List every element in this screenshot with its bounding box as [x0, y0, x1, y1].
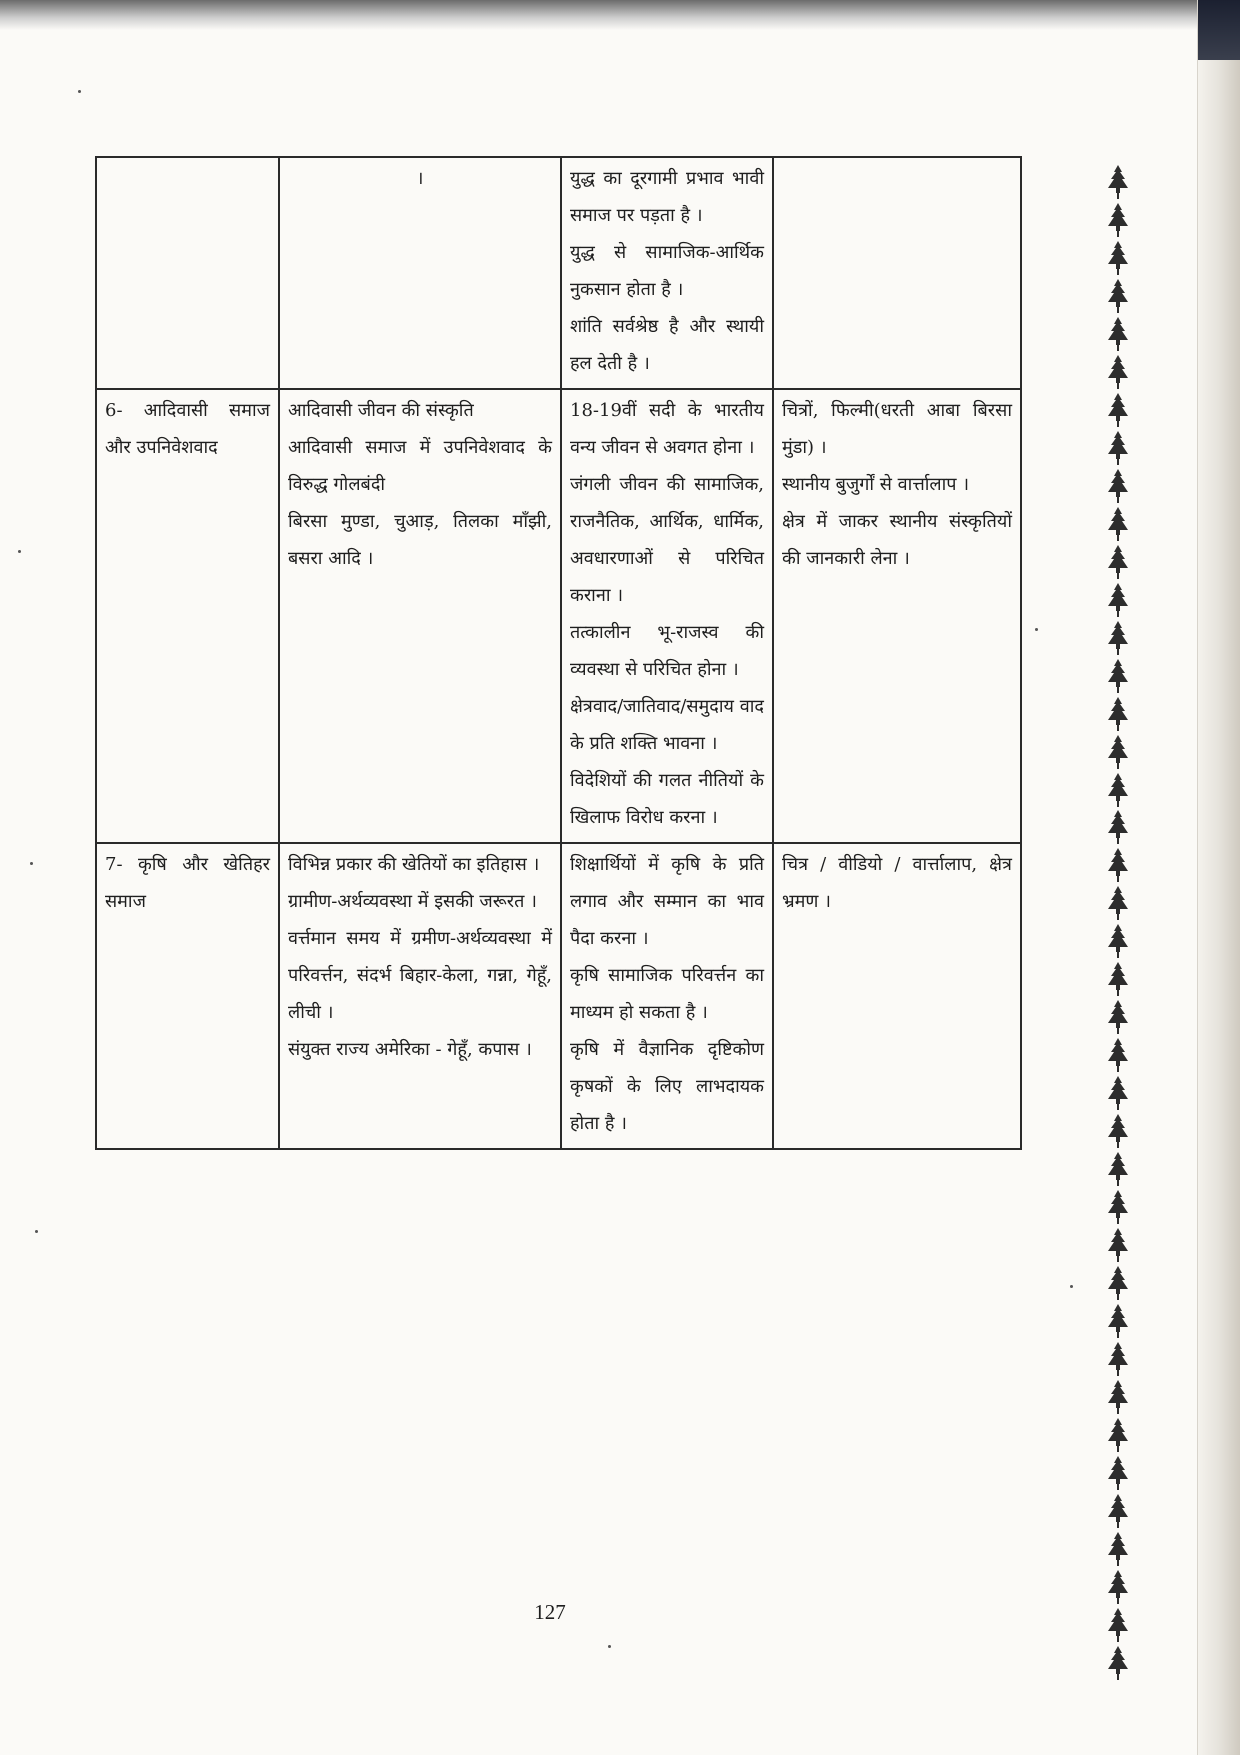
scan-speck — [30, 862, 33, 865]
content-cell — [279, 843, 561, 1149]
content-cell — [279, 157, 561, 389]
cell-line: युद्ध से सामाजिक-आर्थिक नुकसान होता है । — [570, 242, 764, 300]
cell-line: चित्र / वीडियो / वार्त्तालाप, क्षेत्र भ्रमण । — [782, 854, 1012, 912]
tree-icon — [1107, 1380, 1129, 1414]
tree-icon — [1107, 697, 1129, 731]
objectives-cell — [561, 389, 773, 843]
tree-icon — [1107, 1532, 1129, 1566]
cell-line: संयुक्त राज्य अमेरिका - गेहूँ, कपास । — [288, 1039, 532, 1060]
cell-line: क्षेत्रवाद/जातिवाद/समुदाय वाद के प्रति शक्ति भावना । — [570, 696, 764, 754]
tree-icon — [1107, 810, 1129, 844]
cell-line: विभिन्न प्रकार की खेतियों का इतिहास । — [288, 854, 540, 875]
cell-line: वर्त्तमान समय में ग्रमीण-अर्थव्यवस्था में परिवर्त्तन, संदर्भ बिहार-केला, गन्ना, गेहूँ, लीची । — [288, 928, 552, 1023]
tree-icon — [1107, 1494, 1129, 1528]
tree-icon — [1107, 583, 1129, 617]
tree-icon — [1107, 621, 1129, 655]
tree-icon — [1107, 1000, 1129, 1034]
cell-line: आदिवासी जीवन की संस्कृति — [288, 400, 474, 421]
tree-icon — [1107, 469, 1129, 503]
scan-speck — [35, 1230, 38, 1233]
tree-icon — [1107, 1456, 1129, 1490]
tree-icon — [1107, 924, 1129, 958]
cell-line: । — [416, 168, 424, 189]
cell-line: कृषि सामाजिक परिवर्त्तन का माध्यम हो सकता है । — [570, 965, 764, 1023]
scan-speck — [608, 1645, 611, 1648]
table-row — [96, 157, 1021, 389]
page-number: 127 — [534, 1600, 566, 1624]
tree-icon — [1107, 355, 1129, 389]
tree-icon — [1107, 1228, 1129, 1262]
cell-line: 18-19वीं सदी के भारतीय वन्य जीवन से अवगत होना । — [570, 400, 764, 458]
cell-line: विदेशियों की गलत नीतियों के खिलाफ विरोध करना । — [570, 770, 764, 828]
cell-line: कृषि में वैज्ञानिक दृष्टिकोण कृषकों के लिए लाभदायक होता है । — [570, 1039, 764, 1134]
tree-icon — [1107, 431, 1129, 465]
cell-line: 6- आदिवासी समाज और उपनिवेशवाद — [105, 400, 270, 458]
scan-speck — [78, 90, 81, 93]
scan-speck — [1070, 1285, 1073, 1288]
tree-icon — [1107, 1190, 1129, 1224]
scan-speck — [1035, 628, 1038, 631]
scan-speck — [18, 550, 21, 553]
objectives-cell — [561, 157, 773, 389]
table-row — [96, 389, 1021, 843]
topic-cell — [96, 389, 279, 843]
tree-icon — [1107, 1152, 1129, 1186]
tree-icon — [1107, 317, 1129, 351]
page-binding-edge — [1197, 0, 1240, 1755]
tree-icon — [1107, 848, 1129, 882]
tree-icon — [1107, 203, 1129, 237]
cell-line: तत्कालीन भू-राजस्व की व्यवस्था से परिचित होना । — [570, 622, 764, 680]
tree-icon — [1107, 241, 1129, 275]
cell-line: 7- कृषि और खेतिहर समाज — [105, 854, 270, 912]
cell-line: चित्रों, फिल्मी(धरती आबा बिरसा मुंडा) । — [782, 400, 1012, 458]
tree-icon — [1107, 1076, 1129, 1110]
cell-line: बिरसा मुण्डा, चुआड़, तिलका माँझी, बसरा आदि । — [288, 511, 552, 569]
topic-cell — [96, 157, 279, 389]
tree-icon — [1107, 1304, 1129, 1338]
cell-line: जंगली जीवन की सामाजिक, राजनैतिक, आर्थिक, धार्मिक, अवधारणाओं से परिचित कराना । — [570, 474, 764, 606]
cell-line: शिक्षार्थियों में कृषि के प्रति लगाव और सम्मान का भाव पैदा करना । — [570, 854, 764, 949]
tree-icon — [1107, 1114, 1129, 1148]
cell-line: ग्रामीण-अर्थव्यवस्था में इसकी जरूरत । — [288, 891, 537, 912]
tree-icon — [1107, 545, 1129, 579]
table-row — [96, 843, 1021, 1149]
tree-icon — [1107, 659, 1129, 693]
tree-icon — [1107, 1570, 1129, 1604]
table-body — [96, 157, 1021, 1149]
cell-line: शांति सर्वश्रेष्ठ है और स्थायी हल देती है । — [570, 316, 764, 374]
tree-icon — [1107, 962, 1129, 996]
tree-icon — [1107, 165, 1129, 199]
topic-cell — [96, 843, 279, 1149]
cell-line: आदिवासी समाज में उपनिवेशवाद के विरुद्ध गोलबंदी — [288, 437, 552, 495]
tree-icon — [1107, 1038, 1129, 1072]
decorative-tree-border — [1105, 165, 1131, 1680]
curriculum-table — [95, 156, 1022, 1150]
tree-icon — [1107, 773, 1129, 807]
objectives-cell — [561, 843, 773, 1149]
methods-cell — [773, 843, 1021, 1149]
tree-icon — [1107, 1418, 1129, 1452]
tree-icon — [1107, 735, 1129, 769]
tree-icon — [1107, 507, 1129, 541]
tree-icon — [1107, 279, 1129, 313]
tree-icon — [1107, 1266, 1129, 1300]
content-cell — [279, 389, 561, 843]
cell-line: क्षेत्र में जाकर स्थानीय संस्कृतियों की जानकारी लेना । — [782, 511, 1012, 569]
page-top-shadow — [0, 0, 1240, 30]
cell-line: स्थानीय बुजुर्गों से वार्त्तालाप । — [782, 474, 970, 495]
tree-icon — [1107, 1608, 1129, 1642]
methods-cell — [773, 389, 1021, 843]
methods-cell — [773, 157, 1021, 389]
tree-icon — [1107, 1342, 1129, 1376]
page-corner-shadow — [1198, 0, 1240, 60]
cell-line: युद्ध का दूरगामी प्रभाव भावी समाज पर पड़ता है । — [570, 168, 764, 226]
tree-icon — [1107, 393, 1129, 427]
tree-icon — [1107, 886, 1129, 920]
tree-icon — [1107, 1646, 1129, 1680]
